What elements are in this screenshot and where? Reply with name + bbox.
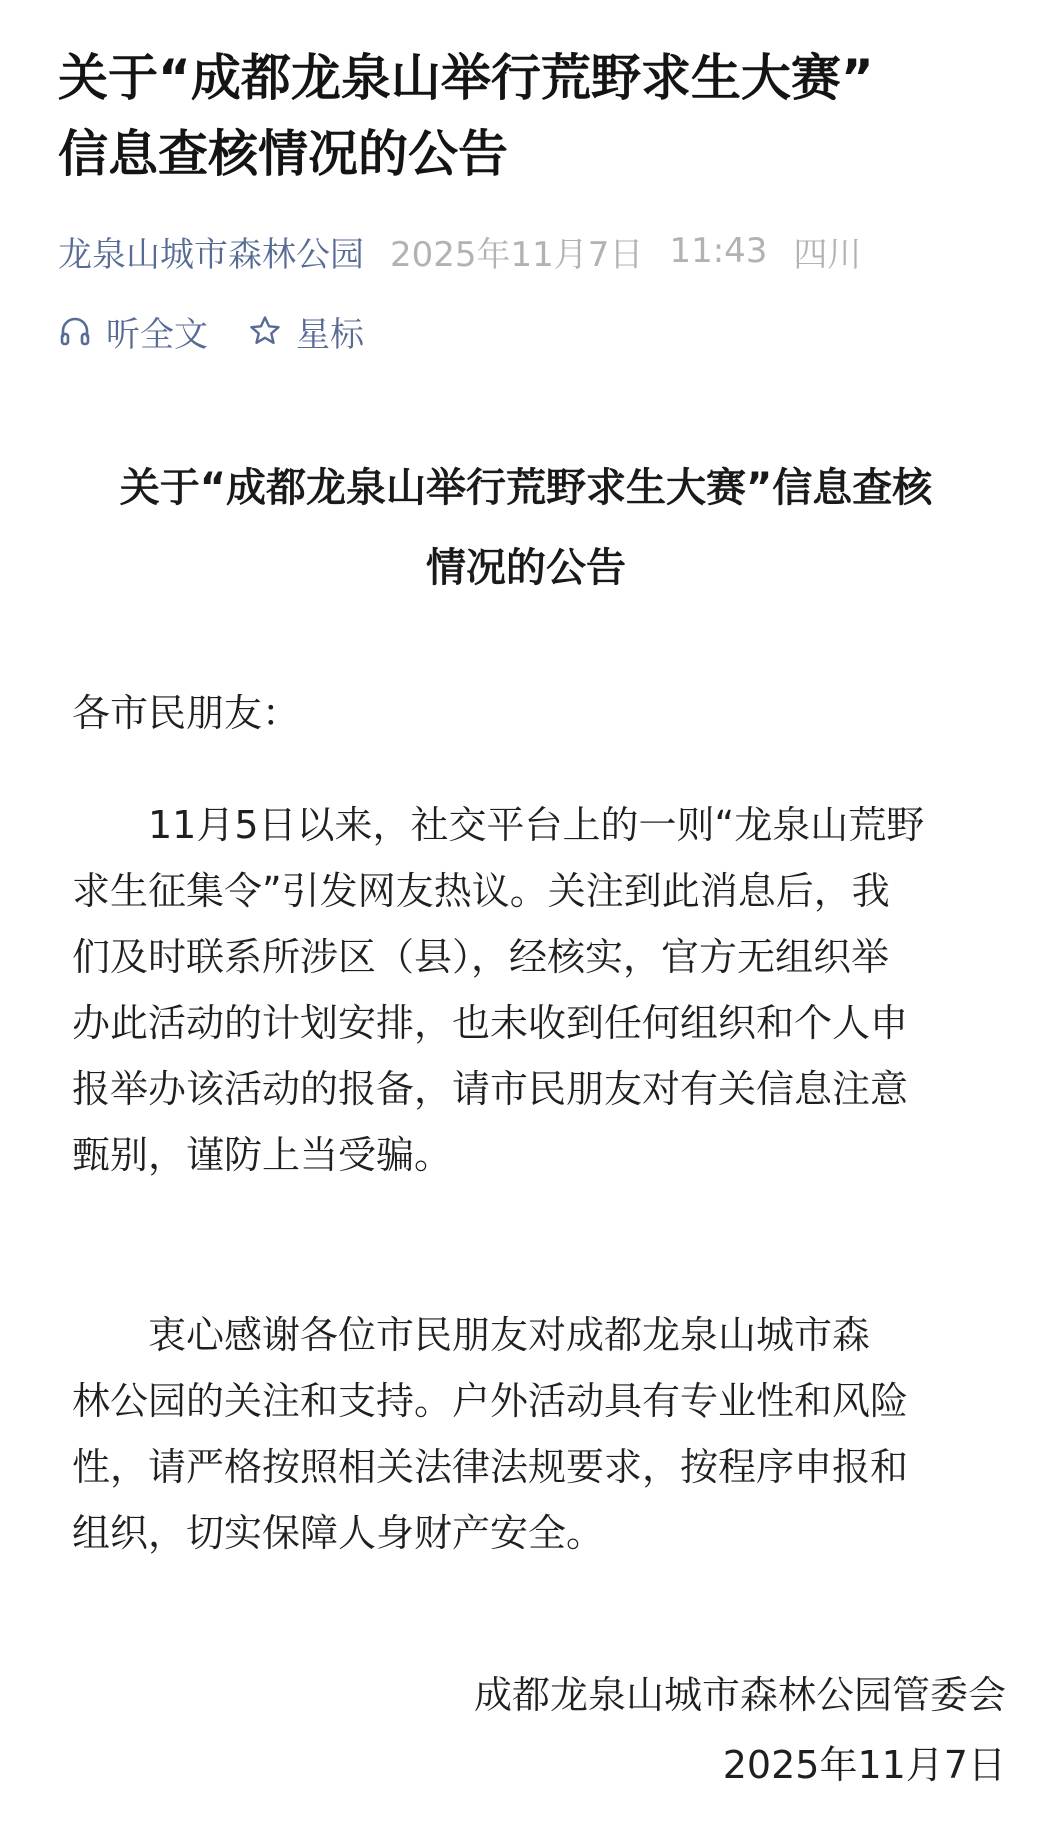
notice-heading-line: 关于“成都龙泉山举行荒野求生大赛”信息查核 (119, 465, 933, 511)
paragraph-line: 衷心感谢各位市民朋友对成都龙泉山城市森 (72, 1313, 871, 1357)
signature-date: 2025年11月7日 (722, 1743, 1006, 1787)
article-meta (58, 226, 887, 276)
paragraph-line: 办此活动的计划安排，也未收到任何组织和个人申 (72, 1001, 909, 1045)
article-title (58, 40, 1018, 192)
notice-heading-line: 情况的公告 (426, 545, 626, 591)
paragraph-line: 们及时联系所涉区（县），经核实，官方无组织举 (72, 935, 890, 979)
listen-button[interactable] (58, 307, 208, 356)
account-name-link[interactable]: 龙泉山城市森林公园 (58, 234, 364, 275)
article-actions (58, 306, 404, 356)
salutation (72, 680, 1012, 746)
notice-heading (60, 448, 992, 608)
listen-label: 听全文 (106, 314, 208, 355)
paragraph-line: 性，请严格按照相关法律法规要求，按程序申报和 (72, 1445, 909, 1489)
article-title-line: 关于“成都龙泉山举行荒野求生大赛” (58, 49, 874, 107)
publish-time: 11:43 (669, 231, 768, 271)
star-icon (248, 314, 282, 348)
signature-org: 成都龙泉山城市森林公园管委会 (473, 1673, 1006, 1717)
publish-date: 2025年11月7日 (390, 234, 644, 275)
paragraph-2 (72, 1302, 1012, 1566)
paragraph-line: 甄别，谨防上当受骗。 (72, 1133, 453, 1177)
paragraph-line: 11月5日以来，社交平台上的一则“龙泉山荒野 (72, 803, 925, 847)
headphones-icon (58, 314, 92, 348)
star-label: 星标 (296, 314, 364, 355)
paragraph-line: 组织，切实保障人身财产安全。 (72, 1511, 605, 1555)
article-title-line: 信息查核情况的公告 (58, 125, 508, 183)
paragraph-1 (72, 792, 1012, 1188)
paragraph-line: 报举办该活动的报备，请市民朋友对有关信息注意 (72, 1067, 909, 1111)
paragraph-line: 林公园的关注和支持。户外活动具有专业性和风险 (72, 1379, 909, 1423)
paragraph-line: 求生征集令”引发网友热议。关注到此消息后，我 (72, 869, 890, 913)
signature-block (474, 1660, 1006, 1800)
salutation-text: 各市民朋友： (72, 691, 301, 735)
star-button[interactable] (248, 307, 364, 356)
publish-location: 四川 (793, 234, 862, 275)
